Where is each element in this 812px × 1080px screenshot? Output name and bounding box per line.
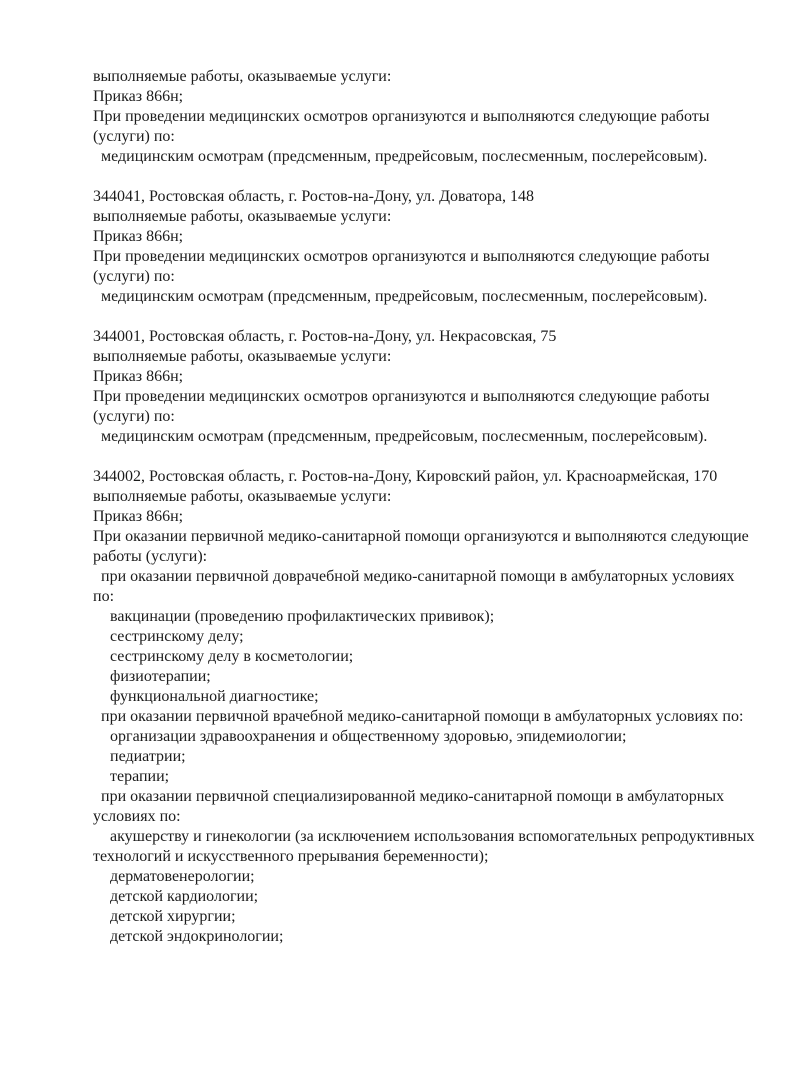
text-line: 344041, Ростовская область, г. Ростов-на-Дону, ул. Доватора, 148 — [93, 188, 534, 205]
text-line: 344001, Ростовская область, г. Ростов-на-Дону, ул. Некрасовская, 75 — [93, 328, 557, 345]
text-line: Приказ 866н; — [93, 368, 184, 385]
services-block-continuation — [93, 67, 794, 167]
text-line: детской кардиологии; — [110, 888, 259, 905]
text-line: при оказании первичной врачебной медико-санитарной помощи в амбулаторных условиях по: — [101, 708, 744, 725]
text-line: детской хирургии; — [110, 908, 236, 925]
text-line: организации здравоохранения и общественному здоровью, эпидемиологии; — [110, 728, 627, 745]
text-line: при оказании первичной специализированной медико-санитарной помощи в амбулаторных — [101, 788, 725, 805]
services-block-344001 — [93, 327, 794, 447]
text-line: сестринскому делу; — [110, 628, 244, 645]
document-text-blocks — [93, 67, 794, 947]
text-line: медицинским осмотрам (предсменным, предрейсовым, послесменным, послерейсовым). — [101, 288, 708, 305]
text-line: 344002, Ростовская область, г. Ростов-на-Дону, Кировский район, ул. Красноармейская, 170 — [93, 468, 718, 485]
text-line: акушерству и гинекологии (за исключением использования вспомогательных репродуктивных — [110, 828, 755, 845]
text-line: Приказ 866н; — [93, 508, 184, 525]
text-line: сестринскому делу в косметологии; — [110, 648, 354, 665]
services-block-344002 — [93, 467, 794, 947]
text-line: выполняемые работы, оказываемые услуги: — [93, 68, 392, 85]
text-line: вакцинации (проведению профилактических прививок); — [110, 608, 495, 625]
text-line: медицинским осмотрам (предсменным, предрейсовым, послесменным, послерейсовым). — [101, 428, 708, 445]
text-line: технологий и искусственного прерывания беременности); — [93, 848, 489, 865]
text-line: (услуги) по: — [93, 408, 175, 425]
text-line: выполняемые работы, оказываемые услуги: — [93, 348, 392, 365]
text-line: При проведении медицинских осмотров организуются и выполняются следующие работы — [93, 108, 710, 125]
text-line: физиотерапии; — [110, 668, 211, 685]
text-line: выполняемые работы, оказываемые услуги: — [93, 208, 392, 225]
text-line: терапии; — [110, 768, 170, 785]
text-line: (услуги) по: — [93, 268, 175, 285]
text-line: Приказ 866н; — [93, 228, 184, 245]
text-line: Приказ 866н; — [93, 88, 184, 105]
services-block-344041 — [93, 187, 794, 307]
text-line: детской эндокринологии; — [110, 928, 284, 945]
text-line: При оказании первичной медико-санитарной помощи организуются и выполняются следующие — [93, 528, 749, 545]
text-line: при оказании первичной доврачебной медико-санитарной помощи в амбулаторных условиях — [101, 568, 735, 585]
text-line: медицинским осмотрам (предсменным, предрейсовым, послесменным, послерейсовым). — [101, 148, 708, 165]
text-line: условиях по: — [93, 808, 181, 825]
text-line: выполняемые работы, оказываемые услуги: — [93, 488, 392, 505]
text-line: При проведении медицинских осмотров организуются и выполняются следующие работы — [93, 388, 710, 405]
text-line: При проведении медицинских осмотров организуются и выполняются следующие работы — [93, 248, 710, 265]
text-line: работы (услуги): — [93, 548, 208, 565]
text-line: по: — [93, 588, 115, 605]
text-line: (услуги) по: — [93, 128, 175, 145]
text-line: дерматовенерологии; — [110, 868, 255, 885]
text-line: функциональной диагностике; — [110, 688, 319, 705]
text-line: педиатрии; — [110, 748, 186, 765]
